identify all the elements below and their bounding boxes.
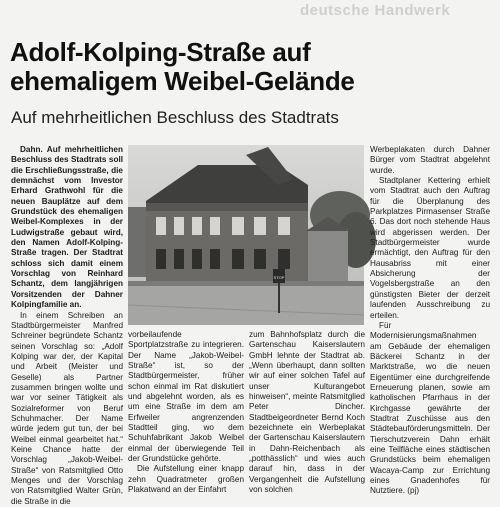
paragraph-2: vorbeilaufende Sportplatzstraße zu integrieren. Der Name „Jakob-Weibel-Straße“ ist, so der Stadtbürgermeister, früher schon einmal im Rat diskutiert und abgelehnt worden, als es um eine Straße im dem am Erfweiler angrenzenden Stadtteil ging, wo dem Schuhfabrikant Jakob Weibel einmal der überwiegende Teil der Grundstücke gehörte. (128, 330, 244, 464)
paragraph-6: Stadtplaner Kettering erhielt vom Stadtrat auch den Auftrag für die Überplanung des Parkplatzes Pirmasenser Straße 6. Das dort noch stehende Haus wird abgerissen werden. Der Stadtbürgermeister wurde ermächtigt, den Auftrag für den Hausabriss mit einer Absicherung der Vogelsbergstraße an den günstigsten Bieter der derzeit laufenden Ausschreibung zu erteilen. (370, 176, 490, 321)
headline-line-1: Adolf-Kolping-Straße auf (10, 38, 490, 67)
article-photo (128, 145, 364, 325)
column-4 (370, 145, 490, 480)
sign-text: STOP (274, 275, 285, 280)
paragraph-1: In einem Schreiben an Stadtbürgermeister Manfred Schreiner begründete Schantz seinen Vorschlag so: „Adolf Kolping war der, der Kapital und Arbeit (Meister und Geselle) als Partner zusammen bringen wollte und war vor seiner Tätigkeit als Sozialreformer von Beruf Schuhmacher. Der Name würde jedem gut tun, der bei Weibel einmal gearbeitet hat.“ Keine Chance hatte der Vorschlag „Jakob-Weibel-Straße“ von Ratsmitglied Otto Menges und der Vorschlag von Ratsmitglied Walter Grün, die Straße in die (11, 311, 123, 507)
subheadline: Auf mehrheitlichen Beschluss des Stadtrats (11, 108, 491, 128)
intro-paragraph: Dahn. Auf mehrheitlichen Beschluss des Stadtrats soll die Erschließungsstraße, die demnächst vom Investor Erhard Grathwohl für die neuen Bauplätze auf dem Grundstück des ehemaligen Weibel-Komplexes in der Ludwigstraße gebaut wird, den Namen Adolf-Kolping-Straße tragen. Der Stadtrat schloss sich damit einem Vorschlag von Reinhard Schantz, dem langjährigen Vorsitzenden der Dahner Kolpingfamilie an. (11, 145, 123, 311)
headline (10, 38, 490, 96)
paragraph-5: Werbeplakaten durch Dahner Bürger vom Stadtrat abgelehnt wurde. (370, 145, 490, 176)
paragraph-4: zum Bahnhofsplatz durch die Gartenschau Kaiserslautern GmbH lehnte der Stadtrat ab. „Wenn überhaupt, dann sollten wir auf einer solchen Tafel auf unser Kulturangebot hinweisen“, meinte Ratsmitglied Peter Dincher. Stadtbeigeordneter Bernd Koch bezeichnete ein Werbeplakat der Gartenschau Kaiserslautern in Dahn-Reichenbach als „potthässlich“ und wies auch darauf hin, dass in der Vergangenheit die Aufstellung von solchen (249, 330, 365, 496)
column-1 (11, 145, 123, 480)
building-photo (128, 145, 364, 325)
paragraph-7: Für Modernisierungsmaßnahmen am Gebäude der ehemaligen Bäckerei Schantz in der Marktstraße, wo die neuen Eigentümer eine durchgreifende Erneuerung planen, sowie am katholischen Pfarrhaus in der Kirchgasse gewährte der Stadtrat Zuschüsse aus den Städtebauförderungsmitteln. Der Tierschutzverein Dahn erhält eine Teilfläche eines städtischen Grundstücks beim ehemaligen Wacaya-Camp zur Errichtung eines Gnadenhofes für Nutztiere. (pj) (370, 321, 490, 497)
paragraph-3: Die Aufstellung einer knapp zehn Quadratmeter großen Plakatwand an der Einfahrt (128, 464, 244, 495)
column-2 (128, 330, 244, 480)
column-3 (249, 330, 365, 480)
masthead-fragment: deutsche Handwerk (300, 2, 500, 20)
headline-line-2: ehemaligem Weibel-Gelände (10, 67, 490, 96)
